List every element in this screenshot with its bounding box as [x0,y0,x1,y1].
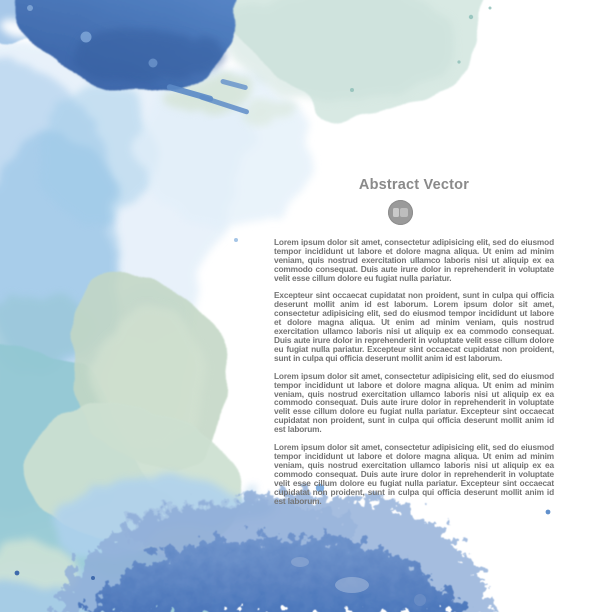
body-paragraph-2: Excepteur sint occaecat cupidatat non proident, sunt in culpa qui officia deserunt mollit anim id est laborum. Lorem ipsum dolor sit amet, consectetur adipisicing elit, sed do eiusmod tempor incididunt ut labore et dolore magna aliqua. Ut enim ad minim veniam, quis nostrud exercitation ullamco laboris nisi ut aliquip ex ea commodo consequat. Duis aute irure dolor in reprehenderit in voluptate velit esse cillum dolore eu fugiat nulla pariatur. Excepteur sint occaecat cupidatat non proident, sunt in culpa qui officia deserunt mollit anim id est laborum. [274,290,554,363]
body-paragraph-1: Lorem ipsum dolor sit amet, consectetur adipisicing elit, sed do eiusmod tempor incididunt ut labore et dolore magna aliqua. Ut enim ad minim veniam, quis nostrud exercitation ullamco laboris nisi ut aliquip ex ea commodo consequat. Duis aute irure dolor in reprehenderit in voluptate velit esse cillum dolore eu fugiat nulla pariatur. [274,236,554,283]
body-paragraph-4: Lorem ipsum dolor sit amet, consectetur adipisicing elit, sed do eiusmod tempor incididunt ut labore et dolore magna aliqua. Ut enim ad minim veniam, quis nostrud exercitation ullamco laboris nisi ut aliquip ex ea commodo consequat. Duis aute irure dolor in reprehenderit in voluptate velit esse cillum dolore eu fugiat nulla pariatur. Excepteur sint occaecat cupidatat non proident, sunt in culpa qui officia deserunt mollit anim id est laborum. [274,442,554,506]
page-title: Abstract Vector [358,177,470,193]
text-column [274,178,554,514]
body-paragraph-3: Lorem ipsum dolor sit amet, consectetur adipisicing elit, sed do eiusmod tempor incididunt ut labore et dolore magna aliqua. Ut enim ad minim veniam, quis nostrud exercitation ullamco laboris nisi ut aliquip ex ea commodo consequat. Duis aute irure dolor in reprehenderit in voluptate velit esse cillum dolore eu fugiat nulla pariatur. Excepteur sint occaecat cupidatat non proident, sunt in culpa qui officia deserunt mollit anim id est laborum. [274,370,554,435]
circle-stamp-icon [388,200,413,225]
